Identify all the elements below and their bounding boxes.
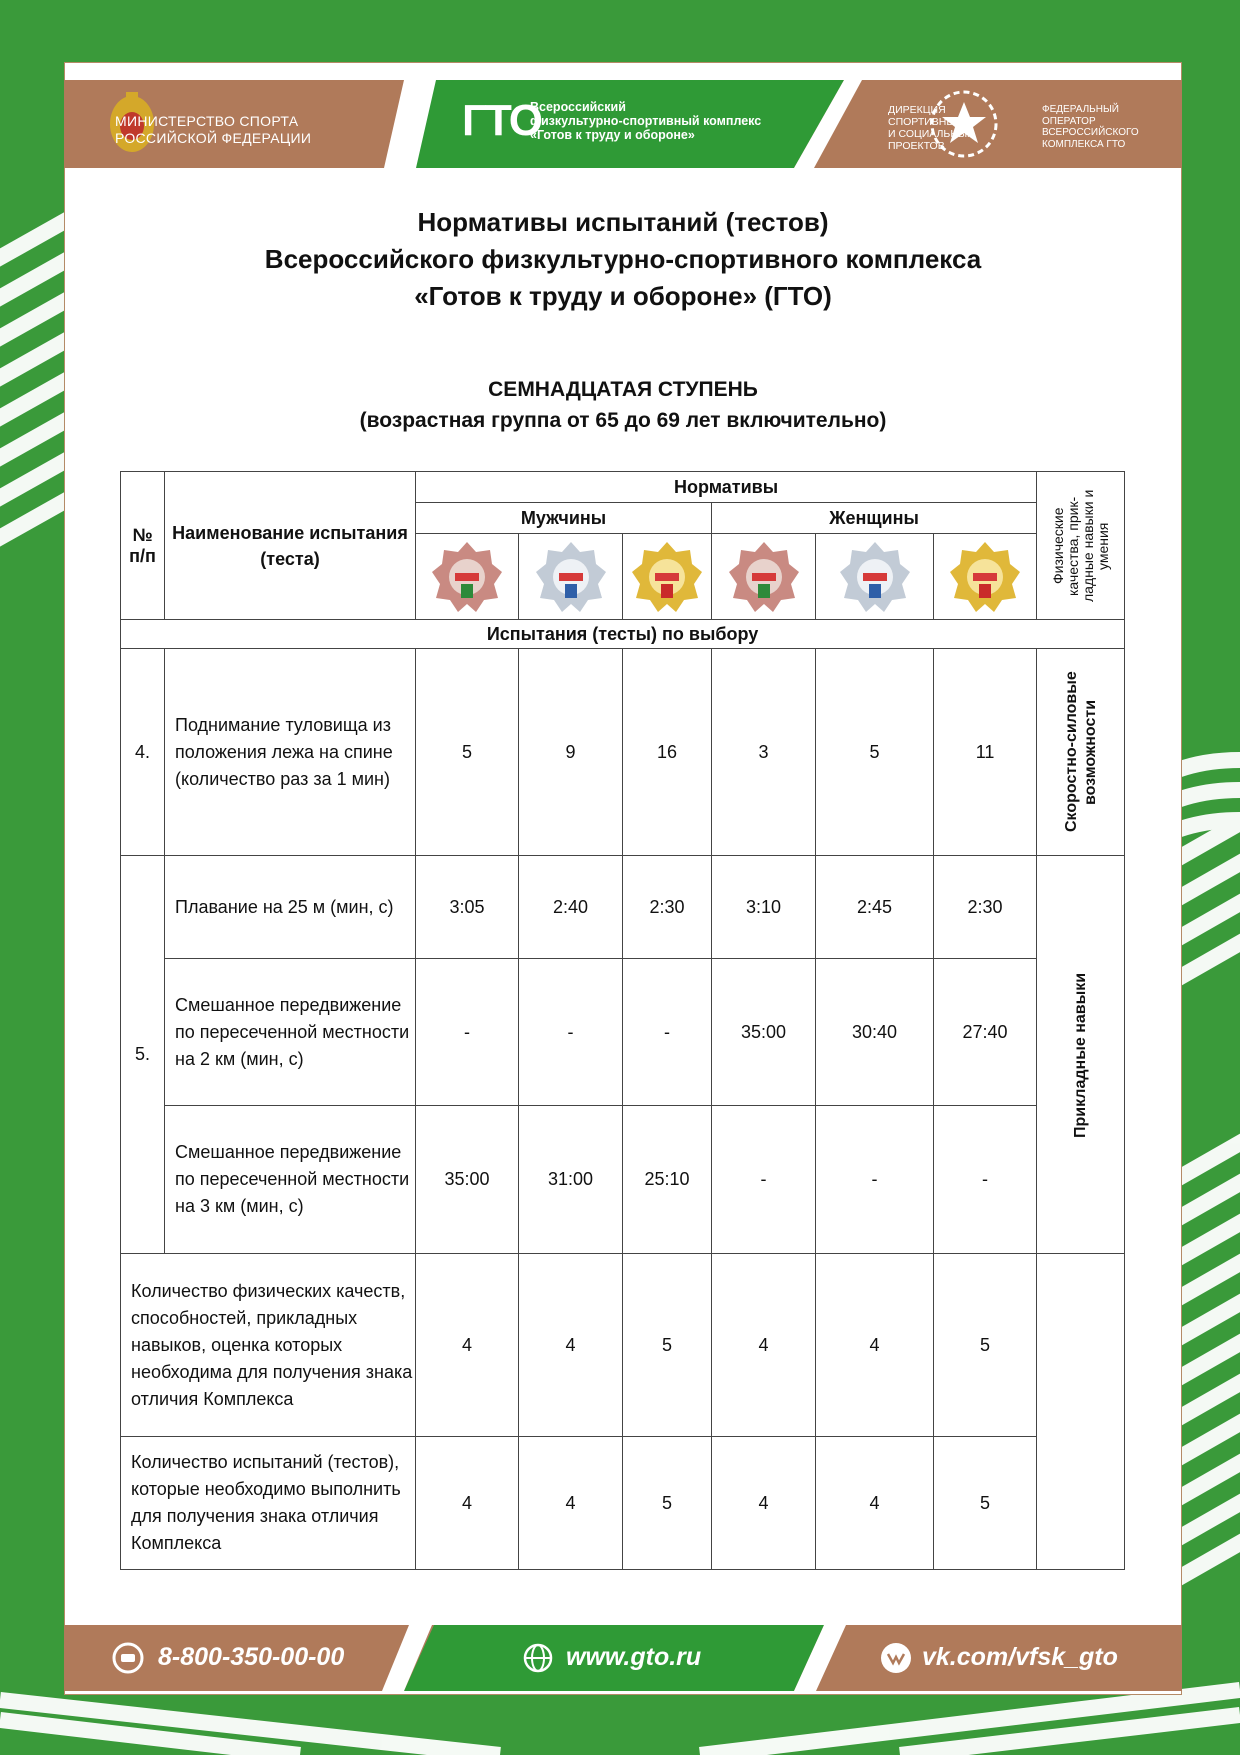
norm-value: 3:05 [416, 856, 519, 959]
norm-value: 4 [712, 1254, 816, 1437]
directorate-line3: И СОЦИАЛЬНЫХ [888, 128, 975, 140]
norm-value: - [519, 959, 623, 1106]
section-optional-tests: Испытания (тесты) по выбору [121, 620, 1125, 649]
test-name: Смешанное передвижение по пересеченной местности на 3 км (мин, с) [165, 1106, 416, 1254]
quality-label: Прикладные навыки [1072, 971, 1090, 1138]
title-line2: Всероссийского физкультурно-спортивного комплекса [264, 244, 982, 274]
gto-line1: Всероссийский [530, 100, 626, 114]
col-women-header: Женщины [712, 503, 1037, 534]
row-number: 5. [121, 856, 165, 1254]
table-row [121, 1437, 1125, 1570]
norm-value: - [416, 959, 519, 1106]
quality-cell [1037, 649, 1125, 856]
norm-value: 16 [623, 649, 712, 856]
operator-line3: ВСЕРОССИЙСКОГО [1042, 127, 1139, 138]
badge-cell [416, 534, 519, 620]
footer-site-link[interactable]: www.gto.ru [566, 1643, 702, 1671]
norms-table [120, 471, 1125, 1570]
col-men-header: Мужчины [416, 503, 712, 534]
summary-label: Количество физических качеств, способностей, прикладных навыков, оценка которых необходима для получения знака отличия Комплекса [121, 1254, 416, 1437]
norm-value: 5 [934, 1437, 1037, 1570]
col-qualities-header [1037, 472, 1125, 620]
norm-value: 35:00 [712, 959, 816, 1106]
summary-label: Количество испытаний (тестов), которые необходимо выполнить для получения знака отличия Комплекса [121, 1437, 416, 1570]
title-line1: Нормативы испытаний (тестов) [417, 207, 829, 237]
norm-value: 5 [623, 1437, 712, 1570]
operator-name [1042, 104, 1139, 150]
norm-value: 11 [934, 649, 1037, 856]
col-norms-header: Нормативы [416, 472, 1037, 503]
norm-value: 4 [416, 1437, 519, 1570]
badge-cell [712, 534, 816, 620]
col-qualities-label: Физические качества, прик-ладные навыки и умения [1049, 489, 1111, 602]
norm-value: - [816, 1106, 934, 1254]
vk-icon [881, 1643, 911, 1673]
norm-value: 2:30 [934, 856, 1037, 959]
ministry-name [115, 113, 311, 147]
norm-value: 25:10 [623, 1106, 712, 1254]
norm-value: 30:40 [816, 959, 934, 1106]
stage-name: СЕМНАДЦАТАЯ СТУПЕНЬ [488, 378, 758, 401]
gto-name [530, 100, 790, 142]
bronze-badge-icon [430, 540, 504, 614]
norm-value: 4 [416, 1254, 519, 1437]
norm-value: - [934, 1106, 1037, 1254]
badge-cell [816, 534, 934, 620]
quality-cell [1037, 856, 1125, 1254]
gold-badge-icon [948, 540, 1022, 614]
gold-badge-icon [630, 540, 704, 614]
directorate-name [888, 104, 974, 152]
ministry-line2: РОССИЙСКОЙ ФЕДЕРАЦИИ [115, 130, 312, 146]
badge-cell [934, 534, 1037, 620]
ministry-line1: МИНИСТЕРСТВО СПОРТА [115, 113, 299, 129]
directorate-line4: ПРОЕКТОВ [888, 140, 945, 152]
norm-value: 5 [623, 1254, 712, 1437]
table-row [121, 959, 1125, 1106]
silver-badge-icon [838, 540, 912, 614]
norm-value: 9 [519, 649, 623, 856]
row-number: 4. [121, 649, 165, 856]
col-number-line1: № [132, 524, 153, 545]
table-row [121, 1106, 1125, 1254]
empty-cell [1037, 1254, 1125, 1570]
norm-value: 5 [416, 649, 519, 856]
norm-value: 4 [519, 1437, 623, 1570]
badge-cell [623, 534, 712, 620]
norm-value: 2:45 [816, 856, 934, 959]
norm-value: 5 [816, 649, 934, 856]
norm-value: 27:40 [934, 959, 1037, 1106]
norm-value: 2:30 [623, 856, 712, 959]
table-row [121, 1254, 1125, 1437]
gto-line2: физкультурно-спортивный комплекс [530, 114, 762, 128]
silver-badge-icon [534, 540, 608, 614]
footer-phone[interactable]: 8-800-350-00-00 [158, 1643, 345, 1671]
col-number-line2: п/п [129, 545, 156, 566]
norm-value: 3 [712, 649, 816, 856]
quality-label: Скоростно-силовые возможности [1062, 671, 1099, 833]
norm-value: 3:10 [712, 856, 816, 959]
norm-value: - [623, 959, 712, 1106]
age-group: (возрастная группа от 65 до 69 лет включительно) [359, 409, 887, 432]
norm-value: 4 [816, 1254, 934, 1437]
norm-value: 5 [934, 1254, 1037, 1437]
test-name: Поднимание туловища из положения лежа на спине (количество раз за 1 мин) [165, 649, 416, 856]
test-name: Смешанное передвижение по пересеченной местности на 2 км (мин, с) [165, 959, 416, 1106]
table-row [121, 856, 1125, 959]
directorate-line1: ДИРЕКЦИЯ [888, 104, 946, 116]
norm-value: 4 [816, 1437, 934, 1570]
directorate-line2: СПОРТИВНЫХ [888, 116, 963, 128]
operator-line2: ОПЕРАТОР [1042, 115, 1096, 127]
norm-value: - [712, 1106, 816, 1254]
operator-line1: ФЕДЕРАЛЬНЫЙ [1042, 104, 1119, 115]
table-row [121, 649, 1125, 856]
footer-vk-link[interactable]: vk.com/vfsk_gto [922, 1643, 1118, 1671]
badge-cell [519, 534, 623, 620]
col-name-header: Наименование испытания (теста) [165, 472, 416, 620]
gto-line3: «Готов к труду и обороне» [530, 128, 695, 142]
norm-value: 35:00 [416, 1106, 519, 1254]
gto-logo: ГТО [462, 96, 541, 145]
col-number-header [121, 472, 165, 620]
test-name: Плавание на 25 м (мин, с) [165, 856, 416, 959]
norm-value: 4 [519, 1254, 623, 1437]
stage-heading [64, 374, 1182, 436]
norm-value: 2:40 [519, 856, 623, 959]
bronze-badge-icon [727, 540, 801, 614]
norm-value: 4 [712, 1437, 816, 1570]
title-line3: «Готов к труду и обороне» (ГТО) [414, 281, 832, 311]
document-title [64, 204, 1182, 315]
norm-value: 31:00 [519, 1106, 623, 1254]
operator-line4: КОМПЛЕКСА ГТО [1042, 138, 1126, 150]
